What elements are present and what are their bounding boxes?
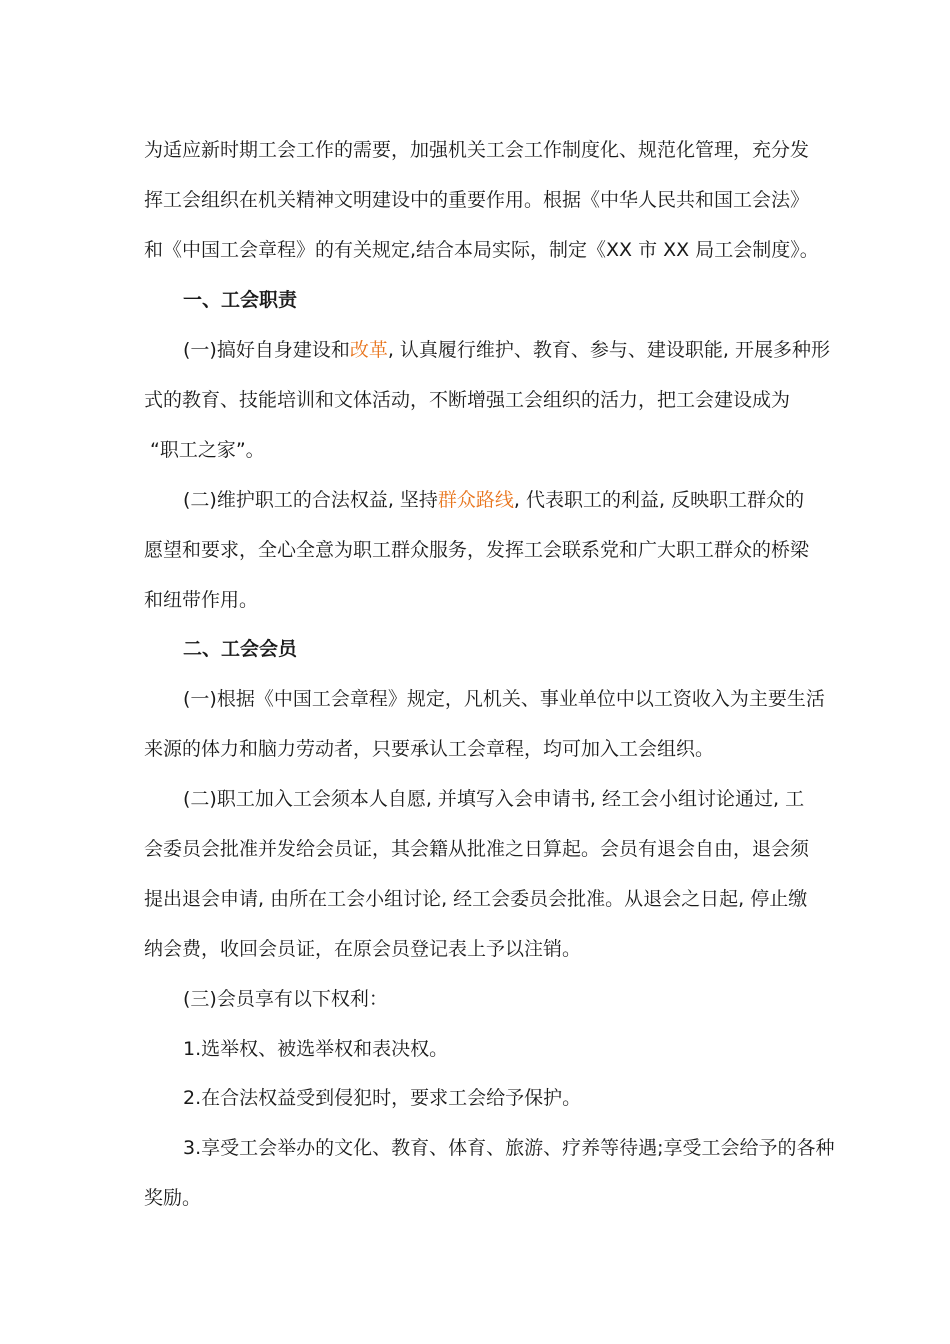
- section-1-item-1-line-2: 式的教育、技能培训和文体活动，不断增强工会组织的活力，把工会建设成为: [144, 389, 791, 411]
- section-2-item-2-line-3: 提出退会申请, 由所在工会小组讨论, 经工会委员会批准。从退会之日起, 停止缴: [144, 888, 808, 910]
- section-2-item-3: (三)会员享有以下权利：: [183, 988, 388, 1010]
- section-2-item-1-line-1: (一)根据《中国工会章程》规定，凡机关、事业单位中以工资收入为主要生活: [183, 688, 825, 710]
- section-1-heading: 一、工会职责: [183, 289, 298, 311]
- section-2-heading: 二、工会会员: [183, 638, 298, 660]
- intro-line-2: 挥工会组织在机关精神文明建设中的重要作用。根据《中华人民共和国工会法》: [144, 189, 810, 211]
- section-1-item-2-line-3: 和纽带作用。: [144, 589, 259, 611]
- item-text: , 代表职工的利益, 反映职工群众的: [513, 489, 805, 511]
- mass-line-link[interactable]: 群众路线: [437, 489, 514, 511]
- section-1-item-1-line-3: “职工之家”。: [150, 439, 265, 461]
- section-1-item-1-line-1: [0, 334, 950, 366]
- section-1-item-2-line-1: [0, 484, 950, 516]
- section-2-item-2-line-2: 会委员会批准并发给会员证，其会籍从批准之日算起。会员有退会自由，退会须: [144, 838, 810, 860]
- right-item-2: 2.在合法权益受到侵犯时，要求工会给予保护。: [183, 1087, 582, 1109]
- reform-link[interactable]: 改革: [349, 339, 388, 361]
- item-text: , 认真履行维护、教育、参与、建设职能, 开展多种形: [387, 339, 831, 361]
- section-2-item-1-line-2: 来源的体力和脑力劳动者，只要承认工会章程，均可加入工会组织。: [144, 738, 715, 760]
- intro-line-3: 和《中国工会章程》的有关规定,结合本局实际，制定《XX 市 XX 局工会制度》。: [144, 239, 819, 261]
- right-item-3-line-1: 3.享受工会举办的文化、教育、体育、旅游、疗养等待遇;享受工会给予的各种: [183, 1137, 835, 1159]
- section-1-item-2-line-2: 愿望和要求，全心全意为职工群众服务，发挥工会联系党和广大职工群众的桥梁: [144, 539, 810, 561]
- intro-line-1: 为适应新时期工会工作的需要，加强机关工会工作制度化、规范化管理，充分发: [144, 139, 810, 161]
- section-2-item-2-line-4: 纳会费，收回会员证，在原会员登记表上予以注销。: [144, 938, 582, 960]
- item-text: (一)搞好自身建设和: [183, 339, 350, 361]
- right-item-3-line-2: 奖励。: [144, 1187, 202, 1209]
- item-text: (二)维护职工的合法权益, 坚持: [183, 489, 438, 511]
- section-2-item-2-line-1: (二)职工加入工会须本人自愿, 并填写入会申请书, 经工会小组讨论通过, 工: [183, 788, 805, 810]
- right-item-1: 1.选举权、被选举权和表决权。: [183, 1038, 449, 1060]
